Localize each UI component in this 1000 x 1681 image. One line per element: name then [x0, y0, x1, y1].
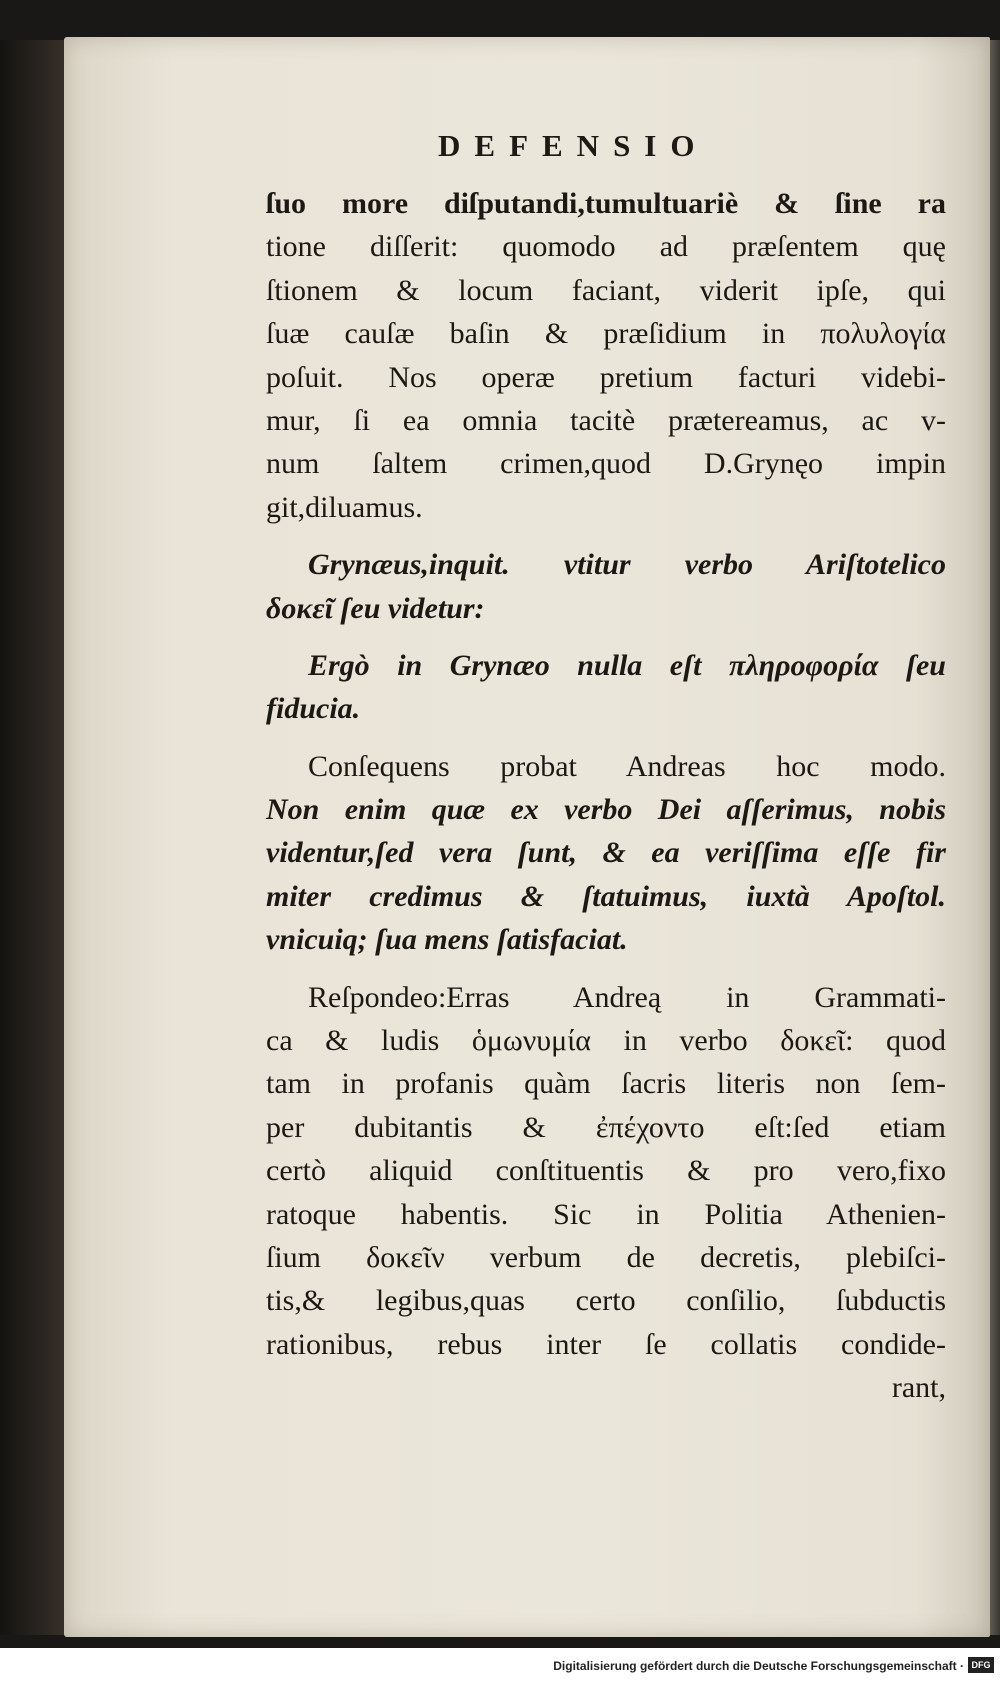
text-line: ſtionem & locum faciant, viderit ipſe, qui	[266, 273, 946, 307]
text-line: miter credimus & ſtatuimus, iuxtà Apoſtol.	[266, 879, 946, 913]
text-line: δοκεῖ ſeu videtur:	[266, 591, 485, 625]
text-line: ſuæ cauſæ baſin & præſidium in πολυλογία	[266, 317, 946, 351]
text-line: Reſpondeo:Erras Andreą in Grammati-	[308, 980, 946, 1014]
digitization-footer	[0, 1652, 1000, 1681]
catchword: rant,	[891, 1371, 946, 1405]
text-line: vnicuiq; ſua mens ſatisfaciat.	[266, 923, 628, 957]
book-cover-edge-left	[0, 40, 70, 1635]
text-line: mur, ſi ea omnia tacitè prætereamus, ac v-	[266, 403, 946, 437]
text-line: Non enim quæ ex verbo Dei aſſerimus, nobis	[266, 793, 946, 827]
running-head: DEFENSIO	[438, 128, 709, 163]
text-line: per dubitantis & ἐπέχοντο eſt:ſed etiam	[266, 1110, 946, 1144]
text-line: ſium δοκεῖν verbum de decretis, plebiſci-	[266, 1240, 946, 1274]
text-line: fiducia.	[266, 692, 361, 726]
text-line: Ergò in Grynæo nulla eſt πληροφορία ſeu	[308, 648, 946, 682]
page-text	[266, 182, 946, 1410]
text-line: ca & ludis ὁμωνυμία in verbo δοκεῖ: quod	[266, 1024, 946, 1058]
text-line: git,diluamus.	[266, 490, 423, 524]
dfg-logo: DFG	[968, 1657, 994, 1673]
text-line: videntur,ſed vera ſunt, & ea veriſſima eſſe fir	[266, 836, 946, 870]
funding-credit: Digitalisierung gefördert durch die Deutsche Forschungsgemeinschaft ·	[553, 1659, 964, 1673]
text-line: tis,& legibus,quas certo conſilio, ſubductis	[266, 1284, 946, 1318]
text-line: ſuo more diſputandi,tumultuariè & ſine ra	[266, 187, 946, 220]
text-line: num ſaltem crimen,quod D.Grynęo impin	[266, 447, 946, 481]
text-line: Grynæus,inquit. vtitur verbo Ariſtotelico	[308, 548, 946, 582]
text-line: rationibus, rebus inter ſe collatis condide-	[266, 1327, 946, 1361]
text-line: Conſequens probat Andreas hoc modo.	[308, 749, 946, 783]
text-line: ratoque habentis. Sic in Politia Athenien-	[266, 1197, 946, 1231]
text-line: certò aliquid conſtituentis & pro vero,fixo	[266, 1154, 946, 1188]
text-line: tam in profanis quàm ſacris literis non ſem-	[266, 1067, 946, 1101]
text-line: poſuit. Nos operæ pretium facturi videbi-	[266, 360, 946, 394]
text-line: tione diſſerit: quomodo ad præſentem quę	[266, 230, 946, 264]
